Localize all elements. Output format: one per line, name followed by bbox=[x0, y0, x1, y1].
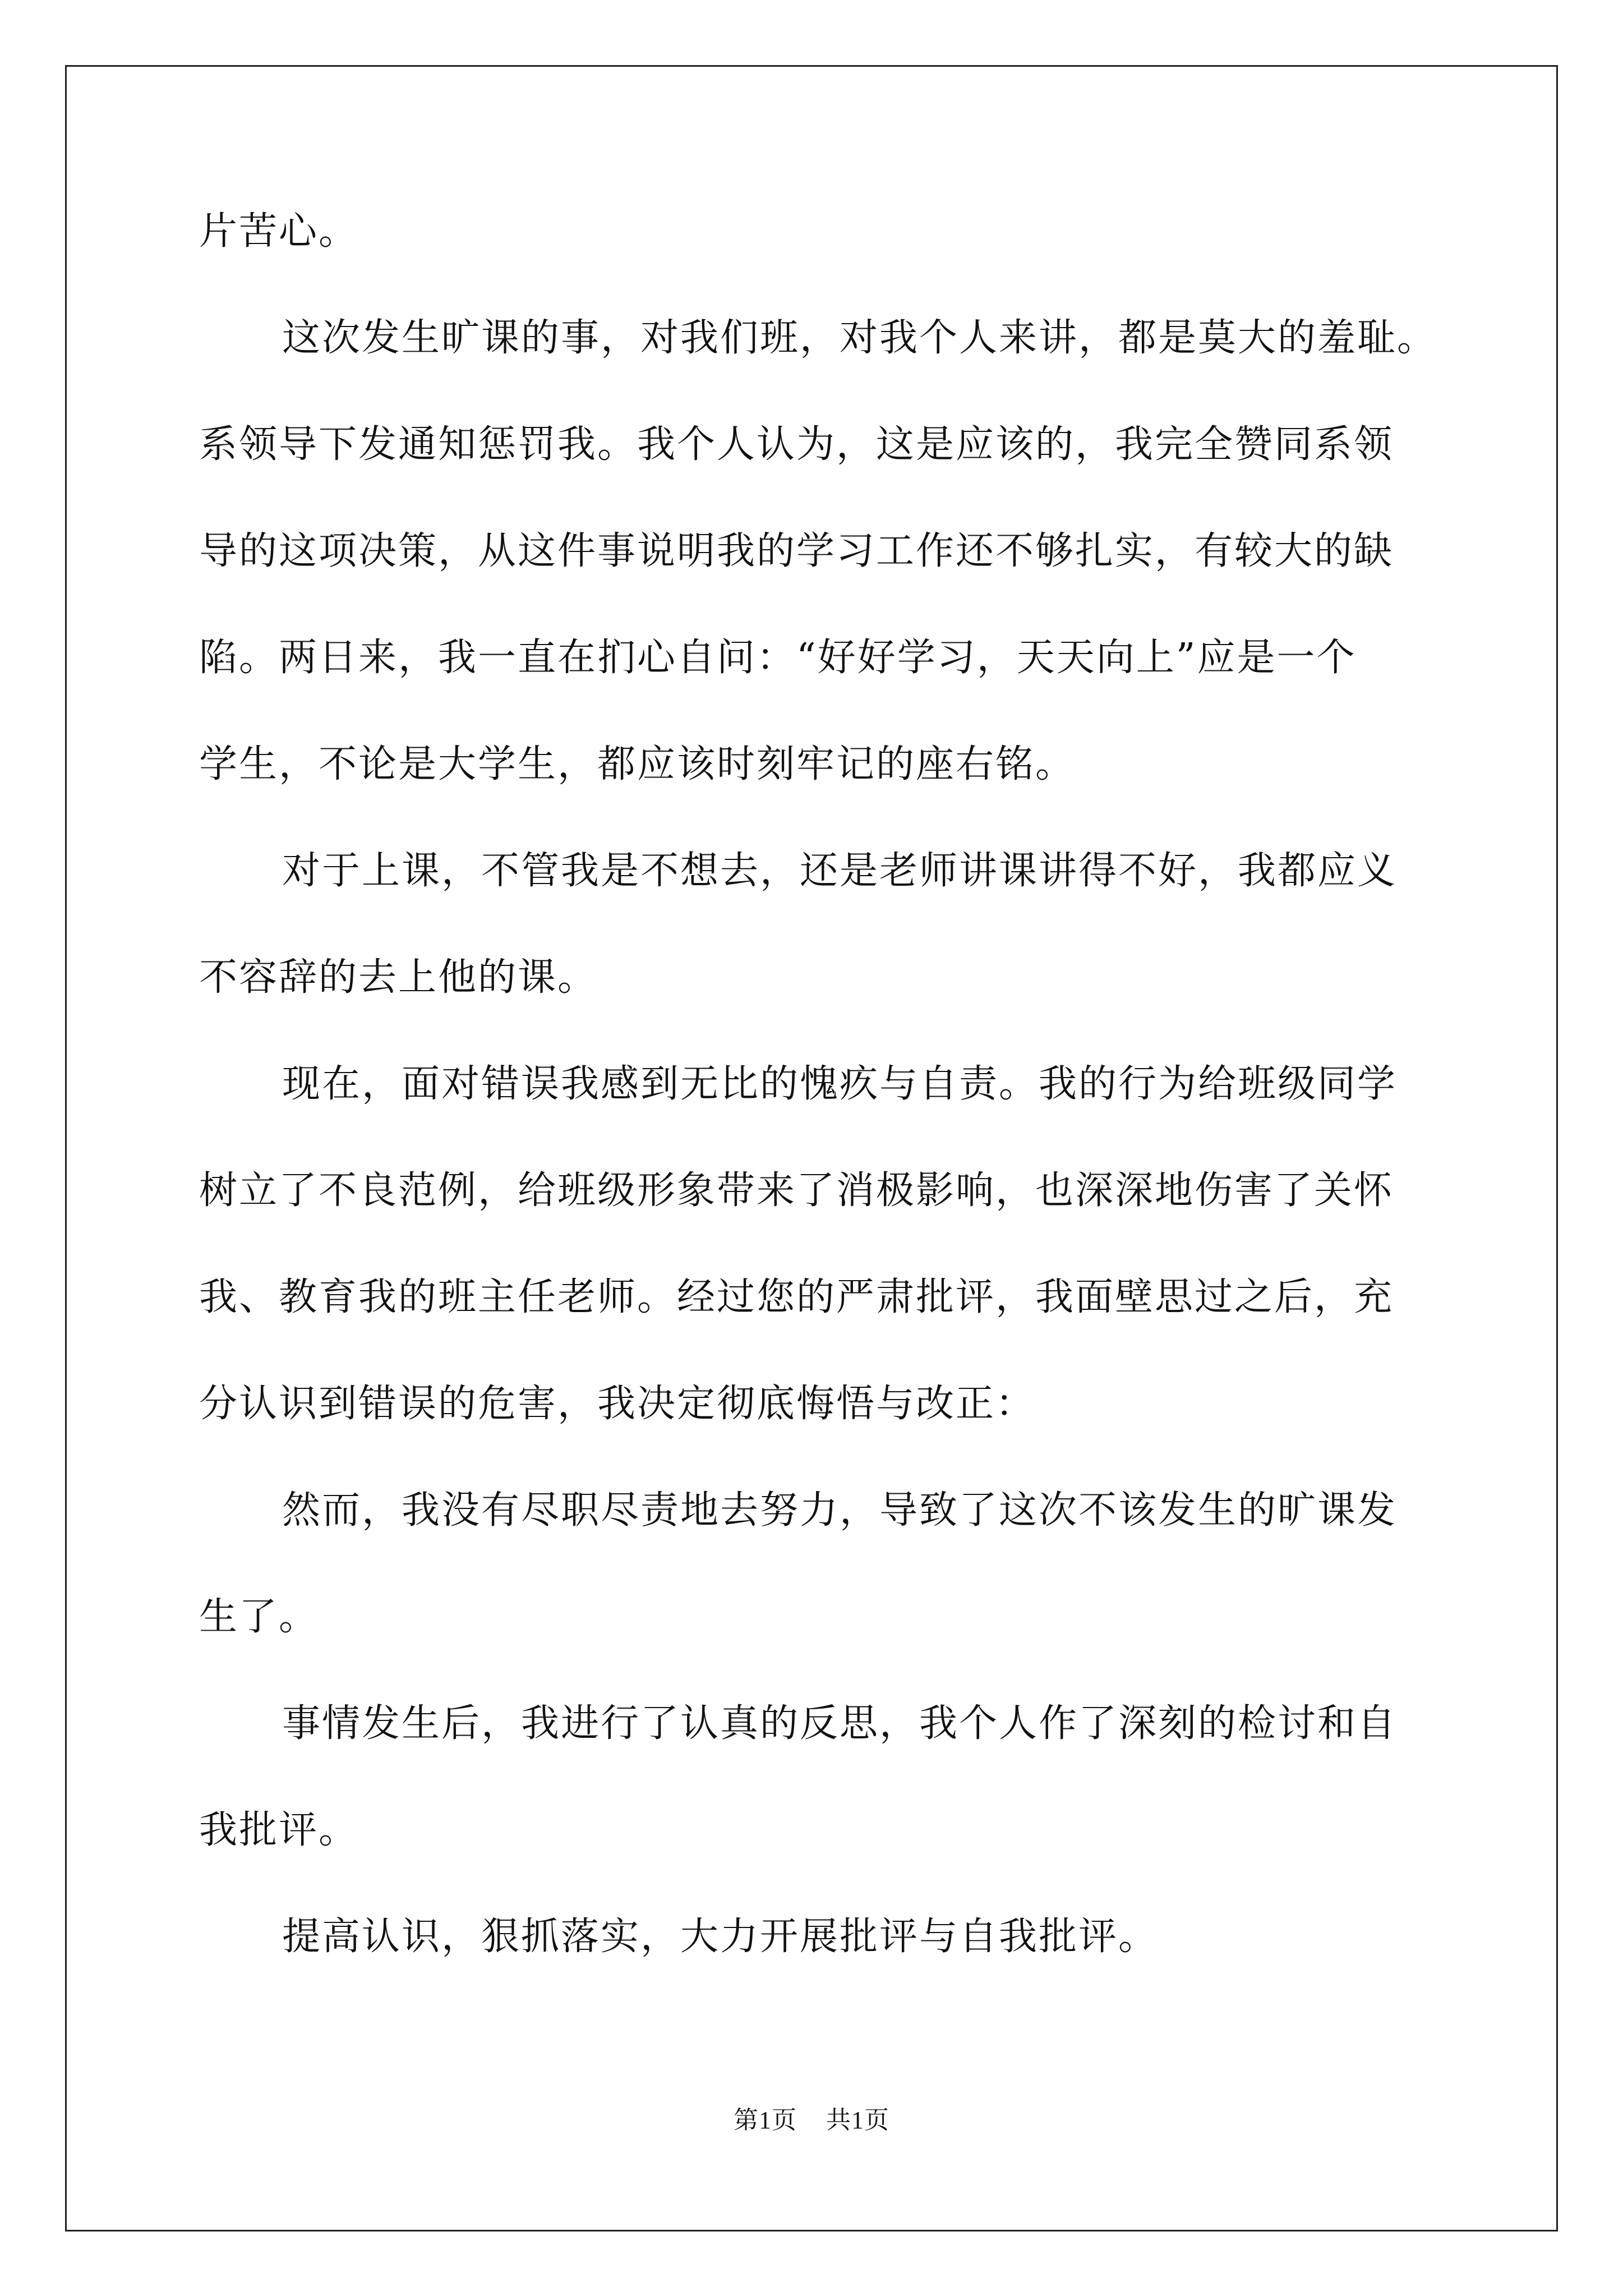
text-line: 陷。两日来，我一直在扪心自问：“好好学习，天天向上”应是一个 bbox=[199, 636, 1357, 680]
text-line: 提高认识，狠抓落实，大力开展批评与自我批评。 bbox=[282, 1915, 1159, 1959]
text-line: 学生，不论是大学生，都应该时刻牢记的座右铭。 bbox=[199, 742, 1076, 786]
text-line: 不容辞的去上他的课。 bbox=[199, 955, 598, 1000]
page-footer bbox=[0, 2104, 1623, 2137]
text-line: 我、教育我的班主任老师。经过您的严肃批评，我面壁思过之后，充 bbox=[199, 1275, 1394, 1319]
text-line: 现在，面对错误我感到无比的愧疚与自责。我的行为给班级同学 bbox=[282, 1062, 1398, 1106]
text-line: 分认识到错误的危害，我决定彻底悔悟与改正： bbox=[199, 1382, 1036, 1426]
text-line: 导的这项决策，从这件事说明我的学习工作还不够扎实，有较大的缺 bbox=[199, 529, 1394, 573]
text-line: 片苦心。 bbox=[199, 209, 359, 254]
text-line: 系领导下发通知惩罚我。我个人认为，这是应该的，我完全赞同系领 bbox=[199, 422, 1394, 467]
page-total: 共1页 bbox=[826, 2106, 889, 2134]
text-line: 然而，我没有尽职尽责地去努力，导致了这次不该发生的旷课发 bbox=[282, 1488, 1398, 1533]
text-line: 生了。 bbox=[199, 1595, 319, 1639]
text-line: 事情发生后，我进行了认真的反思，我个人作了深刻的检讨和自 bbox=[282, 1701, 1398, 1746]
text-line: 对于上课，不管我是不想去，还是老师讲课讲得不好，我都应义 bbox=[282, 849, 1398, 893]
text-line: 树立了不良范例，给班级形象带来了消极影响，也深深地伤害了关怀 bbox=[199, 1168, 1394, 1213]
page-number: 第1页 bbox=[734, 2106, 797, 2134]
text-line: 这次发生旷课的事，对我们班，对我个人来讲，都是莫大的羞耻。 bbox=[282, 316, 1437, 360]
text-line: 我批评。 bbox=[199, 1808, 359, 1852]
page-border bbox=[65, 65, 1558, 2231]
